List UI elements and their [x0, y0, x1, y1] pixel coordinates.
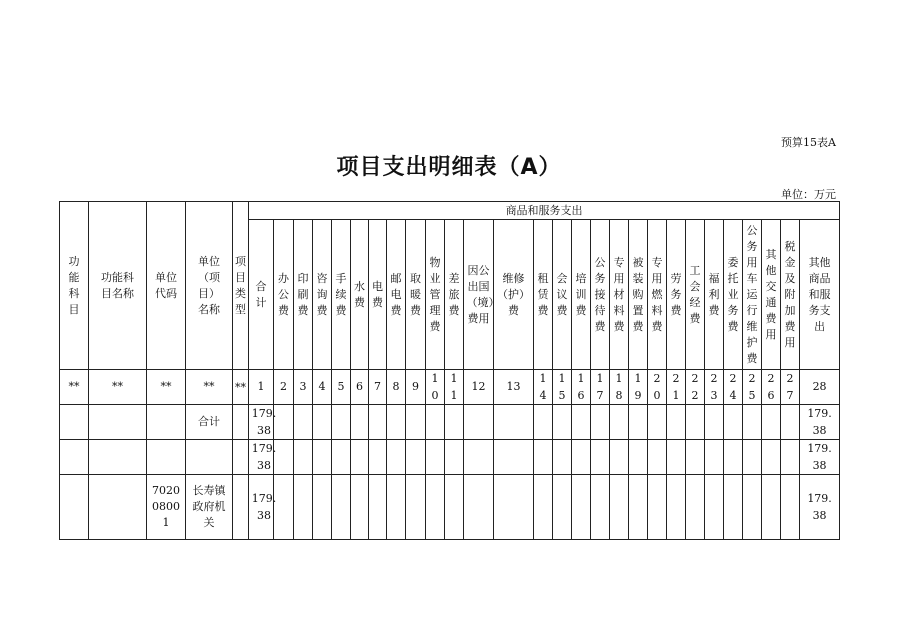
- unit-name-cell: [186, 440, 233, 475]
- table-row: [60, 475, 840, 540]
- unit-name-cell: 合计: [186, 405, 233, 440]
- total-cell: 179.38: [249, 475, 274, 540]
- header-unit-name: 单位（项目）名称: [186, 202, 233, 370]
- header-sub-col: 维修（护）费: [494, 220, 534, 370]
- index-cell: **: [60, 370, 89, 405]
- index-row: [60, 370, 840, 405]
- header-sub-col: 其他交通费用: [762, 220, 781, 370]
- index-cell: 13: [494, 370, 534, 405]
- header-sub-col: 咨询费: [313, 220, 332, 370]
- detail-table: [59, 201, 840, 540]
- unit-code-cell: 702008001: [147, 475, 186, 540]
- index-cell: 19: [629, 370, 648, 405]
- index-cell: 18: [610, 370, 629, 405]
- header-project-type: 项目类型: [233, 202, 249, 370]
- index-cell: 20: [648, 370, 667, 405]
- index-cell: **: [89, 370, 147, 405]
- index-cell: 14: [534, 370, 553, 405]
- table-row: [60, 405, 840, 440]
- header-sub-col: 福利费: [705, 220, 724, 370]
- index-cell: 10: [426, 370, 445, 405]
- index-cell: 9: [406, 370, 426, 405]
- table-row: [60, 440, 840, 475]
- header-sub-col: 专用材料费: [610, 220, 629, 370]
- header-sub-col: 被装购置费: [629, 220, 648, 370]
- index-cell: 22: [686, 370, 705, 405]
- header-sub-col: 公务接待费: [591, 220, 610, 370]
- index-cell: 15: [553, 370, 572, 405]
- index-cell: 12: [464, 370, 494, 405]
- index-cell: 5: [332, 370, 351, 405]
- header-func-subject-name: 功能科目名称: [89, 202, 147, 370]
- header-sub-col: 会议费: [553, 220, 572, 370]
- header-sub-col: 取暖费: [406, 220, 426, 370]
- unit-label: 单位：万元: [781, 188, 836, 201]
- index-cell: 25: [743, 370, 762, 405]
- header-sub-col: 委托业务费: [724, 220, 743, 370]
- header-sub-col: 劳务费: [667, 220, 686, 370]
- header-row-1: [60, 202, 840, 220]
- total-cell: 179.38: [249, 440, 274, 475]
- other-goods-cell: 179.38: [800, 405, 840, 440]
- unit-name-cell: 长寿镇政府机关: [186, 475, 233, 540]
- header-sub-col: 税金及附加费用: [781, 220, 800, 370]
- total-cell: 179.38: [249, 405, 274, 440]
- index-cell: 4: [313, 370, 332, 405]
- form-code: 预算15表A: [781, 136, 836, 149]
- header-sub-col: 手续费: [332, 220, 351, 370]
- header-sub-col: 公务用车运行维护费: [743, 220, 762, 370]
- header-sub-col: 合计: [249, 220, 274, 370]
- header-sub-col: 专用燃料费: [648, 220, 667, 370]
- index-cell: 23: [705, 370, 724, 405]
- header-sub-col: 办公费: [274, 220, 294, 370]
- index-cell: 2: [274, 370, 294, 405]
- index-cell: 16: [572, 370, 591, 405]
- index-cell: **: [186, 370, 233, 405]
- index-cell: 6: [351, 370, 369, 405]
- index-cell: 17: [591, 370, 610, 405]
- header-sub-col: 工会经费: [686, 220, 705, 370]
- index-cell: 11: [445, 370, 464, 405]
- header-sub-col: 印刷费: [294, 220, 313, 370]
- other-goods-cell: 179.38: [800, 475, 840, 540]
- index-cell: 8: [387, 370, 406, 405]
- header-goods-services: 商品和服务支出: [249, 202, 840, 220]
- index-cell: 3: [294, 370, 313, 405]
- unit-code-cell: [147, 405, 186, 440]
- unit-code-cell: [147, 440, 186, 475]
- header-sub-col: 电费: [369, 220, 387, 370]
- header-sub-col: 其他商品和服务支出: [800, 220, 840, 370]
- other-goods-cell: 179.38: [800, 440, 840, 475]
- page-title: 项目支出明细表（A）: [336, 155, 562, 180]
- header-sub-col: 物业管理费: [426, 220, 445, 370]
- index-cell: 24: [724, 370, 743, 405]
- header-sub-col: 邮电费: [387, 220, 406, 370]
- header-func-subject: 功能科目: [60, 202, 89, 370]
- index-cell: 27: [781, 370, 800, 405]
- index-cell: 21: [667, 370, 686, 405]
- index-cell: **: [147, 370, 186, 405]
- index-cell: 1: [249, 370, 274, 405]
- index-cell: **: [233, 370, 249, 405]
- index-cell: 28: [800, 370, 840, 405]
- index-cell: 26: [762, 370, 781, 405]
- header-sub-col: 水费: [351, 220, 369, 370]
- index-cell: 7: [369, 370, 387, 405]
- header-sub-col: 因公出国（境）费用: [464, 220, 494, 370]
- header-sub-col: 培训费: [572, 220, 591, 370]
- header-sub-col: 租赁费: [534, 220, 553, 370]
- header-sub-col: 差旅费: [445, 220, 464, 370]
- header-unit-code: 单位代码: [147, 202, 186, 370]
